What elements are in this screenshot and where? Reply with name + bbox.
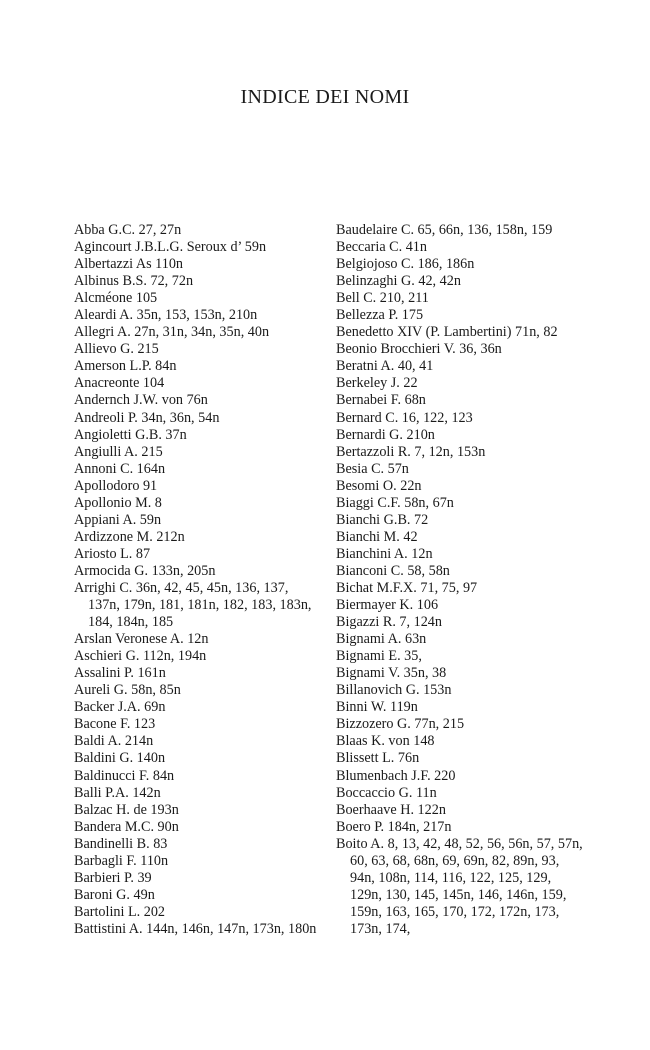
index-entry: Allievo G. 215: [74, 341, 159, 358]
index-entry: Beccaria C. 41n: [336, 239, 427, 256]
index-entry: Boito A. 8, 13, 42, 48, 52, 56, 56n, 57, 57n, 60, 63, 68, 68n, 69, 69n, 82, 89n, 93, 94n, 108n, 114, 116, 122, 125, 129, 129n, 130, 145, 145n, 146, 146n, 159, 159n, 163, 165, 170, 172, 172n, 173, 173n, 174,: [336, 835, 583, 937]
index-entry: Boccaccio G. 11n: [336, 784, 437, 801]
index-entry: Blaas K. von 148: [336, 733, 435, 750]
index-entry: Binni W. 119n: [336, 699, 418, 716]
index-column-left: [74, 222, 322, 938]
index-entry: Angiulli A. 215: [74, 443, 163, 460]
index-entry: Bignami A. 63n: [336, 631, 427, 648]
index-entry: Allegri A. 27n, 31n, 34n, 35n, 40n: [74, 324, 270, 341]
index-entry: Anacreonte 104: [74, 375, 165, 392]
index-entry: Baldini G. 140n: [74, 750, 166, 767]
index-entry: Blumenbach J.F. 220: [336, 767, 456, 784]
index-entry: Ariosto L. 87: [74, 545, 151, 562]
index-entry: Besia C. 57n: [336, 460, 409, 477]
index-column-right: [336, 222, 584, 938]
index-entry: Apollonio M. 8: [74, 494, 162, 511]
index-entry: Barbieri P. 39: [74, 869, 152, 886]
index-entry: Beonio Brocchieri V. 36, 36n: [336, 341, 502, 358]
index-entry: Billanovich G. 153n: [336, 682, 452, 699]
index-entry: Bianchi G.B. 72: [336, 511, 429, 528]
index-entry: Bigazzi R. 7, 124n: [336, 614, 442, 631]
index-entry: Ardizzone M. 212n: [74, 528, 185, 545]
index-entry: Assalini P. 161n: [74, 665, 166, 682]
index-entry: Bell C. 210, 211: [336, 290, 429, 307]
index-entry: Appiani A. 59n: [74, 511, 162, 528]
index-entry: Backer J.A. 69n: [74, 699, 166, 716]
index-entry: Berkeley J. 22: [336, 375, 418, 392]
index-entry: Bianconi C. 58, 58n: [336, 562, 450, 579]
index-entry: Annoni C. 164n: [74, 460, 166, 477]
index-entry: Bianchi M. 42: [336, 528, 418, 545]
index-entry: Andernch J.W. von 76n: [74, 392, 208, 409]
index-entry: Belinzaghi G. 42, 42n: [336, 273, 461, 290]
index-entry: Bizzozero G. 77n, 215: [336, 716, 465, 733]
index-entry: Besomi O. 22n: [336, 477, 422, 494]
index-entry: Bernardi G. 210n: [336, 426, 435, 443]
index-entry: Bignami V. 35n, 38: [336, 665, 447, 682]
index-entry: Barbagli F. 110n: [74, 852, 169, 869]
index-entry: Belgiojoso C. 186, 186n: [336, 256, 475, 273]
index-entry: Alcméone 105: [74, 290, 158, 307]
index-entry: Baudelaire C. 65, 66n, 136, 158n, 159: [336, 222, 553, 238]
page-title: INDICE DEI NOMI: [240, 86, 410, 108]
index-entry: Amerson L.P. 84n: [74, 358, 177, 375]
index-entry: Arrighi C. 36n, 42, 45, 45n, 136, 137, 137n, 179n, 181, 181n, 182, 183, 183n, 184, 184n, 185: [74, 579, 312, 631]
index-entry: Boerhaave H. 122n: [336, 801, 446, 818]
index-entry: Andreoli P. 34n, 36n, 54n: [74, 409, 220, 426]
index-entry: Bandinelli B. 83: [74, 835, 168, 852]
index-entry: Baroni G. 49n: [74, 886, 155, 903]
index-entry: Armocida G. 133n, 205n: [74, 562, 216, 579]
index-entry: Benedetto XIV (P. Lambertini) 71n, 82: [336, 324, 558, 341]
index-entry: Bianchini A. 12n: [336, 545, 433, 562]
index-entry: Abba G.C. 27, 27n: [74, 222, 182, 238]
index-entry: Bertazzoli R. 7, 12n, 153n: [336, 443, 486, 460]
index-entry: Bartolini L. 202: [74, 903, 166, 920]
index-entry: Bernard C. 16, 122, 123: [336, 409, 473, 426]
index-entry: Aschieri G. 112n, 194n: [74, 648, 207, 665]
index-entry: Albertazzi As 110n: [74, 256, 184, 273]
index-entry: Bignami E. 35,: [336, 648, 422, 665]
index-entry: Bacone F. 123: [74, 716, 156, 733]
index-entry: Aureli G. 58n, 85n: [74, 682, 181, 699]
index-entry: Beratni A. 40, 41: [336, 358, 434, 375]
index-entry: Apollodoro 91: [74, 477, 158, 494]
index-entry: Boero P. 184n, 217n: [336, 818, 452, 835]
index-entry: Baldinucci F. 84n: [74, 767, 175, 784]
index-entry: Blissett L. 76n: [336, 750, 420, 767]
index-entry: Albinus B.S. 72, 72n: [74, 273, 194, 290]
index-entry: Balli P.A. 142n: [74, 784, 161, 801]
index-entry: Bellezza P. 175: [336, 307, 424, 324]
index-entry: Bichat M.F.X. 71, 75, 97: [336, 579, 478, 596]
index-entry: Baldi A. 214n: [74, 733, 154, 750]
index-entry: Arslan Veronese A. 12n: [74, 631, 209, 648]
index-entry: Agincourt J.B.L.G. Seroux d’ 59n: [74, 239, 267, 256]
index-entry: Bernabei F. 68n: [336, 392, 426, 409]
index-entry: Aleardi A. 35n, 153, 153n, 210n: [74, 307, 258, 324]
index-entry: Battistini A. 144n, 146n, 147n, 173n, 180n: [74, 920, 317, 937]
index-entry: Angioletti G.B. 37n: [74, 426, 187, 443]
index-entry: Biaggi C.F. 58n, 67n: [336, 494, 454, 511]
index-entry: Balzac H. de 193n: [74, 801, 179, 818]
index-entry: Biermayer K. 106: [336, 597, 439, 614]
index-entry: Bandera M.C. 90n: [74, 818, 179, 835]
